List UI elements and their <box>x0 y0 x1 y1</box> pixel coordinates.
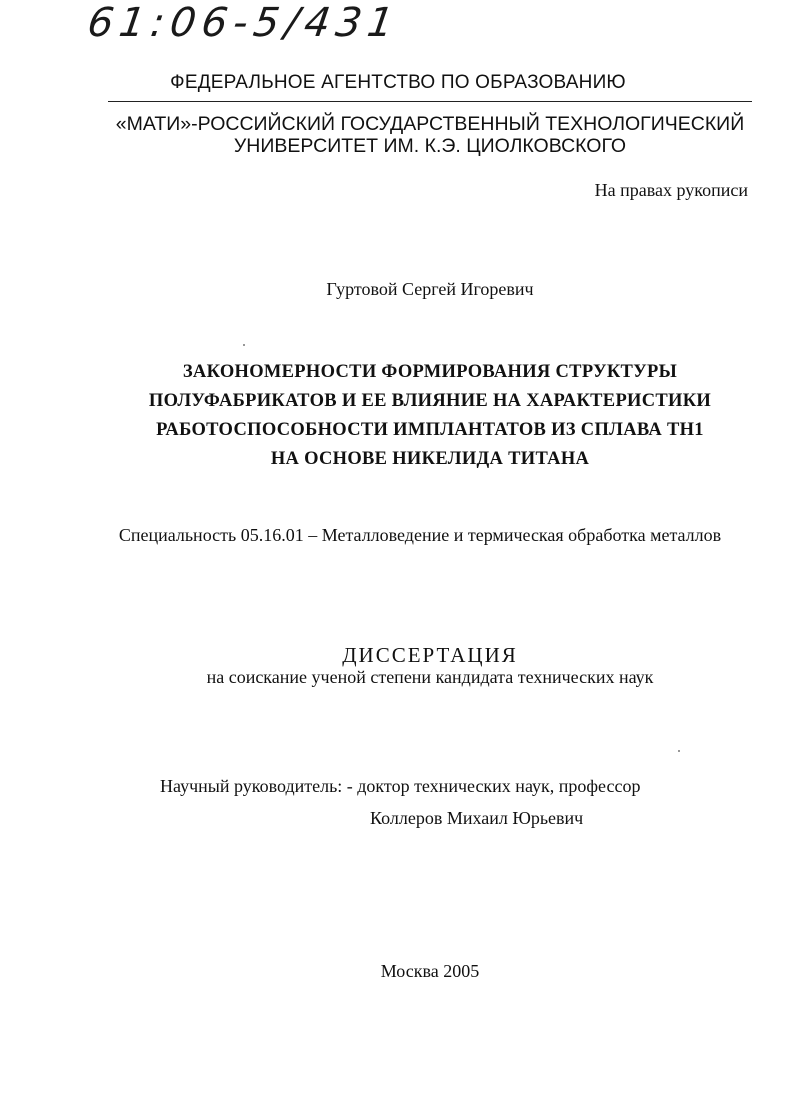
scan-speck <box>243 344 245 346</box>
university-line-2: УНИВЕРСИТЕТ ИМ. К.Э. ЦИОЛКОВСКОГО <box>233 135 627 157</box>
author-name: Гуртовой Сергей Игоревич <box>326 279 534 299</box>
supervisor-label: Научный руководитель: - доктор технических наук, профессор <box>160 776 641 796</box>
scan-speck <box>678 750 680 752</box>
agency-name: ФЕДЕРАЛЬНОЕ АГЕНТСТВО ПО ОБРАЗОВАНИЮ <box>170 72 626 93</box>
work-type: ДИССЕРТАЦИЯ <box>342 643 518 667</box>
title-line-1: ЗАКОНОМЕРНОСТИ ФОРМИРОВАНИЯ СТРУКТУРЫ <box>182 362 678 382</box>
supervisor-name: Коллеров Михаил Юрьевич <box>370 808 584 828</box>
title-line-3: РАБОТОСПОСОБНОСТИ ИМПЛАНТАТОВ ИЗ СПЛАВА ТН1 <box>156 420 704 440</box>
archive-number-handwritten: 61:06-5/431 <box>84 0 403 46</box>
header-divider <box>108 101 752 102</box>
title-line-2: ПОЛУФАБРИКАТОВ И ЕЕ ВЛИЯНИЕ НА ХАРАКТЕРИСТИКИ <box>148 391 712 411</box>
degree-sought: на соискание ученой степени кандидата технических наук <box>206 667 654 687</box>
speciality: Специальность 05.16.01 – Металловедение и термическая обработка металлов <box>118 525 722 545</box>
university-line-1: «МАТИ»-РОССИЙСКИЙ ГОСУДАРСТВЕННЫЙ ТЕХНОЛОГИЧЕСКИЙ <box>115 113 745 135</box>
title-line-4: НА ОСНОВЕ НИКЕЛИДА ТИТАНА <box>270 449 590 469</box>
dissertation-title <box>60 358 796 474</box>
city-year: Москва 2005 <box>380 961 480 981</box>
university-name <box>0 113 796 157</box>
manuscript-note: На правах рукописи <box>594 180 748 200</box>
